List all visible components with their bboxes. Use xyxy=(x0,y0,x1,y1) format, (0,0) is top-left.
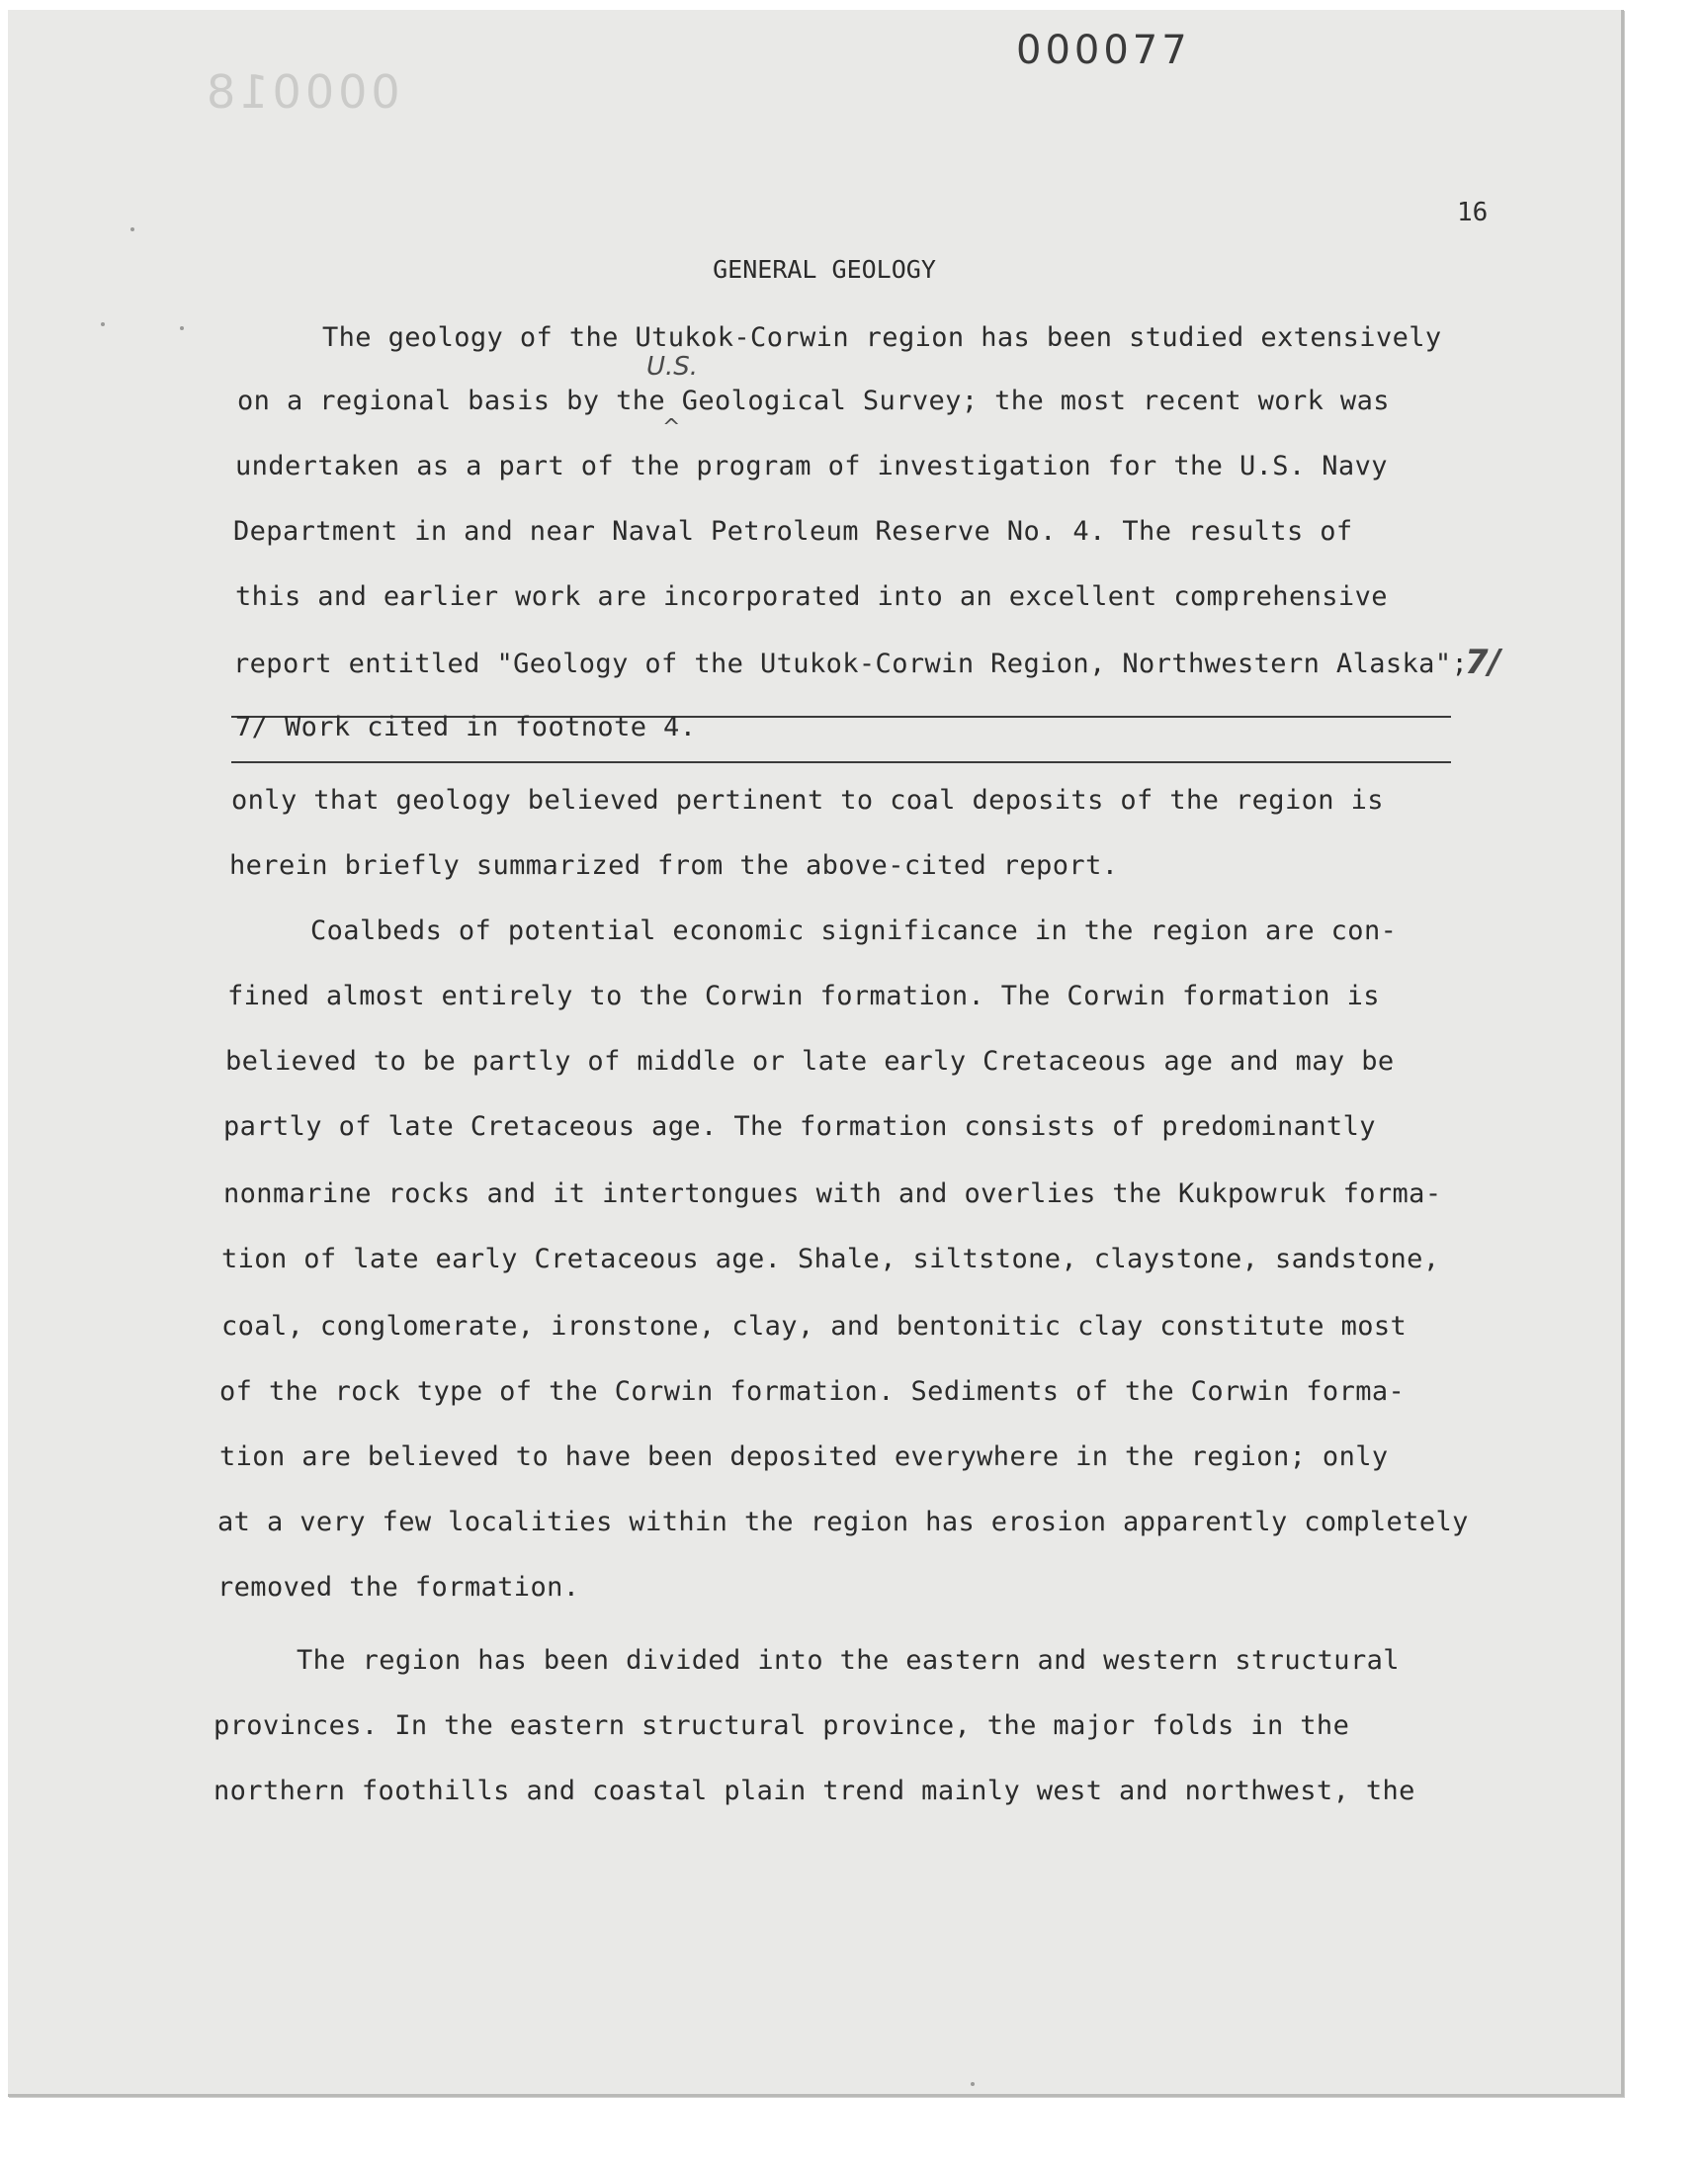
text-line: northern foothills and coastal plain trend mainly west and northwest, the xyxy=(214,1776,1415,1806)
text-line: undertaken as a part of the program of investigation for the U.S. Navy xyxy=(235,451,1388,481)
scan-speck xyxy=(130,227,134,231)
insertion-caret: ^ xyxy=(662,415,681,440)
footnote-text: 7/ Work cited in footnote 4. xyxy=(235,712,697,742)
text-line: partly of late Cretaceous age. The formation consists of predominantly xyxy=(223,1111,1376,1142)
text-line: nonmarine rocks and it intertongues with and overlies the Kukpowruk forma- xyxy=(223,1178,1442,1209)
handwritten-insert: U.S. xyxy=(646,352,699,382)
text-line: tion of late early Cretaceous age. Shale, siltstone, claystone, sandstone, xyxy=(221,1244,1440,1274)
text-line: The geology of the Utukok-Corwin region has been studied extensively xyxy=(322,322,1442,353)
text-line: this and earlier work are incorporated into an excellent comprehensive xyxy=(235,581,1388,612)
scan-speck xyxy=(971,2082,975,2086)
footnote-rule-bottom xyxy=(231,761,1451,763)
text-line: believed to be partly of middle or late early Cretaceous age and may be xyxy=(225,1046,1395,1077)
text-line: The region has been divided into the eastern and western structural xyxy=(297,1645,1400,1676)
text-line: provinces. In the eastern structural province, the major folds in the xyxy=(214,1710,1350,1741)
bates-number: 000077 xyxy=(1016,28,1191,73)
text-line: Coalbeds of potential economic significance in the region are con- xyxy=(310,915,1398,946)
section-heading: GENERAL GEOLOGY xyxy=(713,255,936,284)
scan-speck xyxy=(101,322,105,326)
scan-speck xyxy=(180,326,184,330)
page-number: 16 xyxy=(1457,198,1489,227)
text-line: Department in and near Naval Petroleum Reserve No. 4. The results of xyxy=(233,516,1353,547)
text-line: fined almost entirely to the Corwin formation. The Corwin formation is xyxy=(227,981,1380,1011)
text-line: report entitled "Geology of the Utukok-Corwin Region, Northwestern Alaska"; xyxy=(233,649,1469,679)
text-line: tion are believed to have been deposited everywhere in the region; only xyxy=(219,1441,1389,1472)
text-line: only that geology believed pertinent to coal deposits of the region is xyxy=(231,785,1384,816)
handwritten-footnote-marker: 7/ xyxy=(1465,643,1501,682)
text-line: herein briefly summarized from the above-cited report. xyxy=(229,850,1119,881)
text-line: removed the formation. xyxy=(217,1572,580,1603)
text-line: at a very few localities within the region has erosion apparently completely xyxy=(217,1507,1469,1537)
text-line: of the rock type of the Corwin formation. Sediments of the Corwin forma- xyxy=(219,1376,1406,1407)
text-line: coal, conglomerate, ironstone, clay, and bentonitic clay constitute most xyxy=(221,1311,1408,1342)
text-line: on a regional basis by the Geological Survey; the most recent work was xyxy=(237,386,1390,416)
bleed-through-bates-number: 000018 xyxy=(203,65,400,119)
